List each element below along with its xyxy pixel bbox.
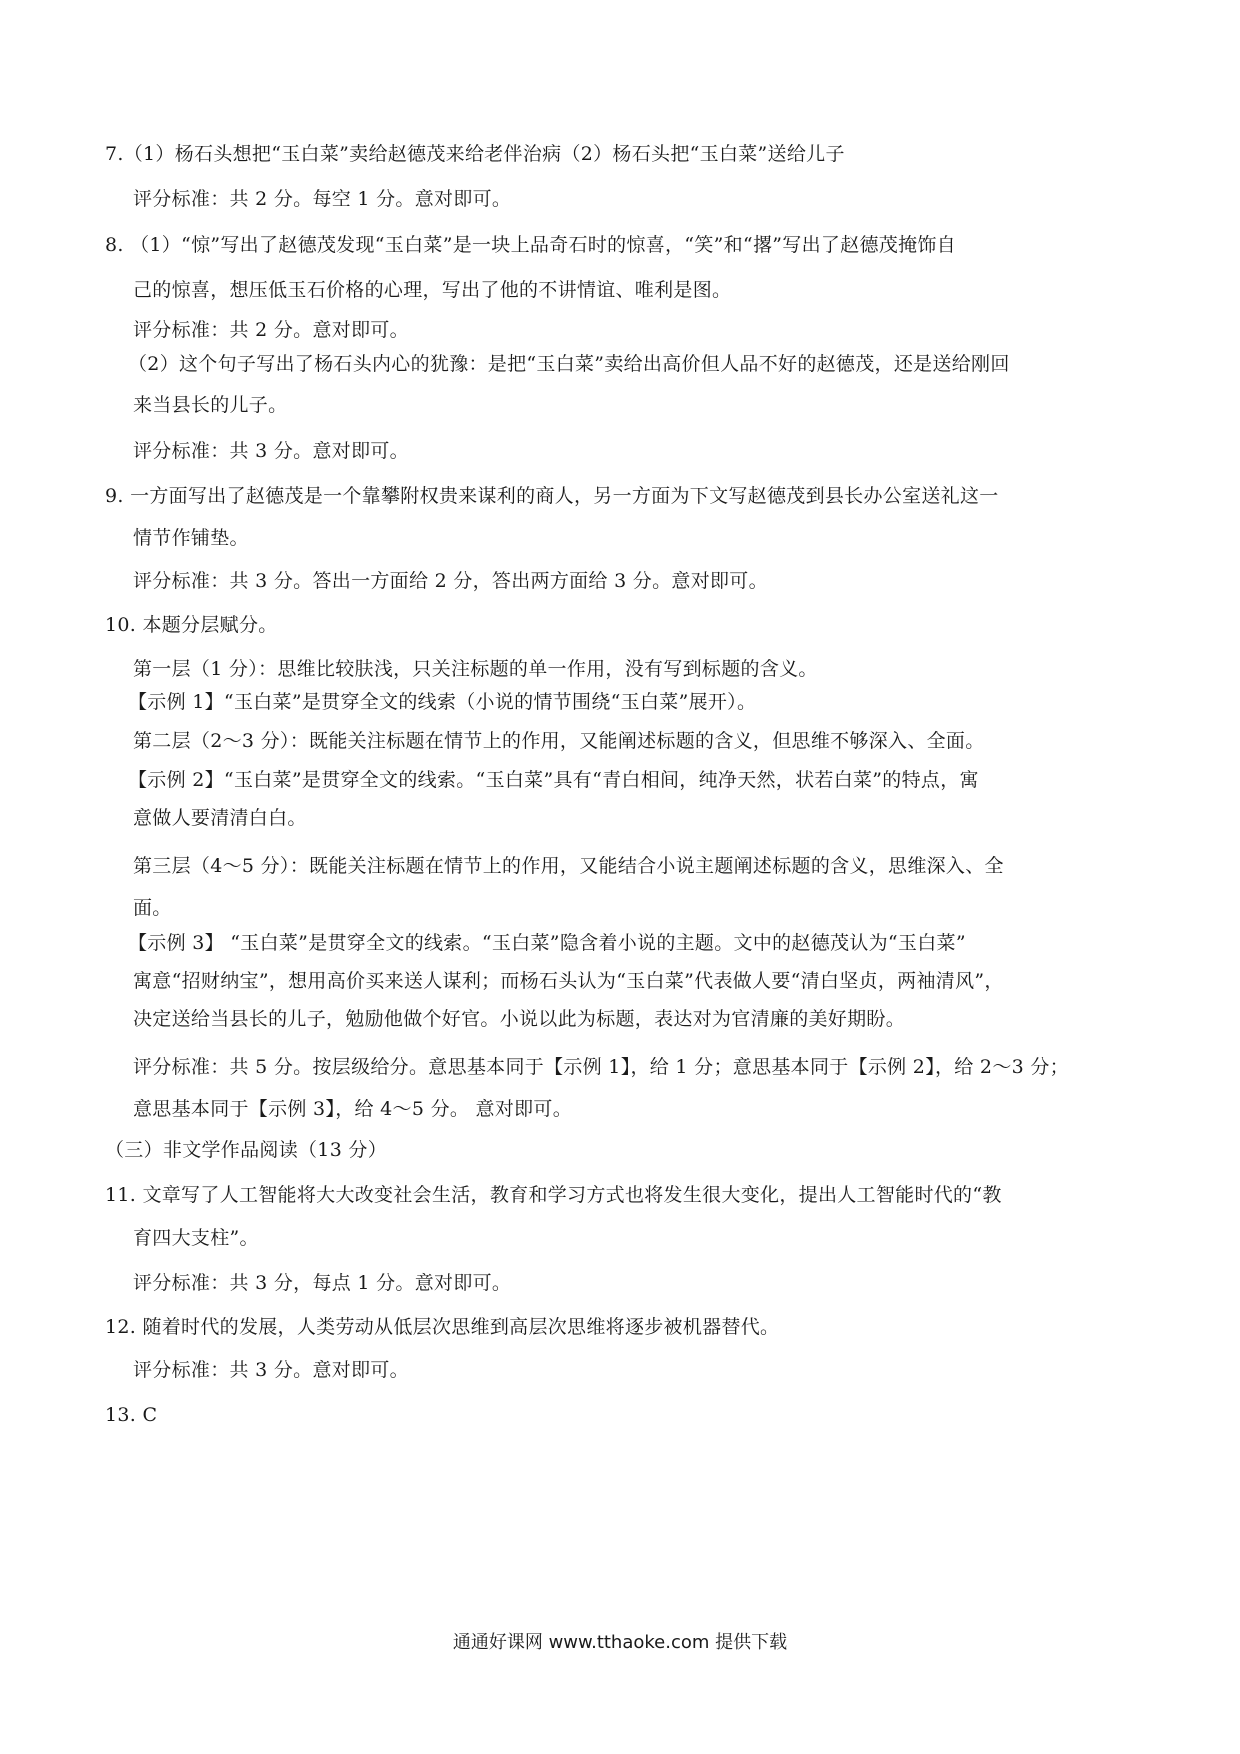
answer-9-line2: 情节作铺垫。 [133,527,249,549]
scoring-standard-9: 评分标准：共 3 分。答出一方面给 2 分，答出两方面给 3 分。意对即可。 [133,570,768,592]
example-1: 【示例 1】“玉白菜”是贯穿全文的线索（小说的情节围绕“玉白菜”展开）。 [128,691,757,713]
answer-7: 7.（1）杨石头想把“玉白菜”卖给赵德茂来给老伴治病（2）杨石头把“玉白菜”送给儿子 [105,143,845,165]
level-3-description-line1: 第三层（4～5 分）：既能关注标题在情节上的作用，又能结合小说主题阐述标题的含义，思维深入、全 [133,855,1004,877]
answer-9-line1: 9. 一方面写出了赵德茂是一个靠攀附权贵来谋利的商人，另一方面为下文写赵德茂到县长办公室送礼这一 [105,485,999,507]
answer-11-line2: 育四大支柱”。 [133,1227,259,1249]
example-2-line1: 【示例 2】“玉白菜”是贯穿全文的线索。“玉白菜”具有“青白相间，纯净天然，状若白菜”的特点，寓 [128,769,979,791]
scoring-standard-7: 评分标准：共 2 分。每空 1 分。意对即可。 [133,188,512,210]
example-3-line1: 【示例 3】 “玉白菜”是贯穿全文的线索。“玉白菜”隐含着小说的主题。文中的赵德茂认为“玉白菜” [128,932,966,954]
example-3-line2: 寓意“招财纳宝”，想用高价买来送人谋利；而杨石头认为“玉白菜”代表做人要“清白坚贞，两袖清风”， [133,970,1004,992]
answer-10-intro: 10. 本题分层赋分。 [105,614,278,636]
scoring-standard-8-2: 评分标准：共 3 分。意对即可。 [133,440,409,462]
answer-8-part1-line2: 己的惊喜，想压低玉石价格的心理，写出了他的不讲情谊、唯利是图。 [133,279,732,301]
level-2-description: 第二层（2～3 分）：既能关注标题在情节上的作用，又能阐述标题的含义，但思维不够深入、全面。 [133,730,985,752]
example-2-line2: 意做人要清清白白。 [133,807,307,829]
scoring-standard-8-1: 评分标准：共 2 分。意对即可。 [133,319,409,341]
answer-13: 13. C [105,1404,158,1426]
answer-8-part2-line2: 来当县长的儿子。 [133,394,288,416]
section-heading-nonliterary: （三）非文学作品阅读（13 分） [105,1139,388,1161]
answer-11-line1: 11. 文章写了人工智能将大大改变社会生活，教育和学习方式也将发生很大变化，提出人工智能时代的“教 [105,1184,1002,1206]
answer-8-part2-line1: （2）这个句子写出了杨石头内心的犹豫：是把“玉白菜”卖给出高价但人品不好的赵德茂，还是送给刚回 [128,353,1010,375]
answer-8-part1-line1: 8. （1）“惊”写出了赵德茂发现“玉白菜”是一块上品奇石时的惊喜，“笑”和“撂”写出了赵德茂掩饰自 [105,234,956,256]
answer-12: 12. 随着时代的发展，人类劳动从低层次思维到高层次思维将逐步被机器替代。 [105,1316,780,1338]
example-3-line3: 决定送给当县长的儿子，勉励他做个好官。小说以此为标题，表达对为官清廉的美好期盼。 [133,1008,906,1030]
scoring-standard-11: 评分标准：共 3 分，每点 1 分。意对即可。 [133,1272,512,1294]
level-3-description-line2: 面。 [133,897,172,919]
scoring-standard-10-line2: 意思基本同于【示例 3】，给 4～5 分。 意对即可。 [133,1098,573,1120]
scoring-standard-12: 评分标准：共 3 分。意对即可。 [133,1359,409,1381]
level-1-description: 第一层（1 分）：思维比较肤浅，只关注标题的单一作用，没有写到标题的含义。 [133,658,818,680]
page-footer-watermark: 通通好课网 www.tthaoke.com 提供下载 [452,1632,788,1653]
scoring-standard-10-line1: 评分标准：共 5 分。按层级给分。意思基本同于【示例 1】，给 1 分；意思基本同于【示例 2】，给 2～3 分； [133,1056,1069,1078]
